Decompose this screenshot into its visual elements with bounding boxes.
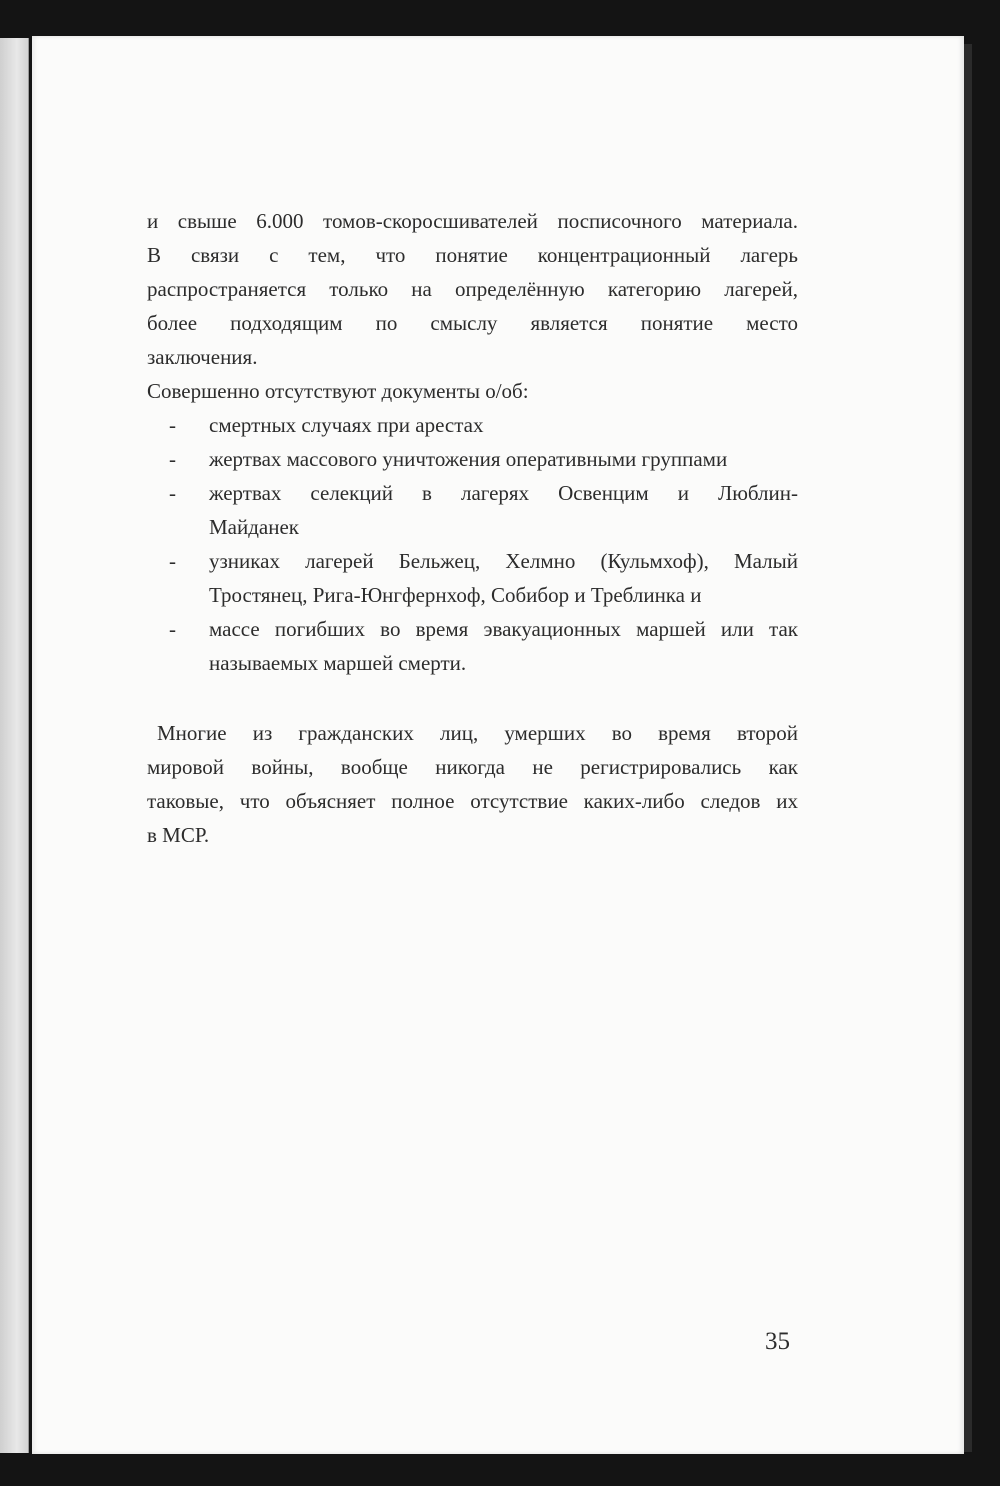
list-item-line: Майданек: [209, 515, 299, 539]
list-item-line: жертвах селекций в лагерях Освенцим и Люблин-: [209, 481, 798, 505]
paragraph-line: и свыше 6.000 томов-скоросшивателей посписочного материала.: [147, 209, 798, 233]
list-item: [147, 408, 798, 442]
list-item-line: массе погибших во время эвакуационных маршей или так: [209, 617, 798, 641]
dash-marker: -: [169, 481, 176, 505]
list-item-line: смертных случаях при арестах: [209, 413, 484, 437]
previous-page-edge: [0, 38, 29, 1453]
list-item-line: жертвах массового уничтожения оперативными группами: [209, 447, 728, 471]
paragraph-line: более подходящим по смыслу является понятие место: [147, 311, 798, 335]
list-item-line: узниках лагерей Бельжец, Хелмно (Кульмхоф), Малый: [209, 549, 798, 573]
paragraph-line: В связи с тем, что понятие концентрационный лагерь: [147, 243, 798, 267]
paragraph-line: таковые, что объясняет полное отсутствие каких-либо следов их: [147, 789, 798, 813]
paragraph-line: распространяется только на определённую категорию лагерей,: [147, 277, 798, 301]
dash-marker: -: [169, 447, 176, 471]
document-page: [32, 36, 964, 1454]
paragraph-1: [147, 204, 798, 374]
paragraph-line: заключения.: [147, 345, 258, 369]
list-intro: Совершенно отсутствуют документы о/об:: [147, 379, 529, 403]
paragraph-2: [147, 716, 798, 852]
list-item: [147, 476, 798, 544]
list-item-line: называемых маршей смерти.: [209, 651, 467, 675]
paragraph-gap: [147, 680, 798, 716]
bullet-list: [147, 408, 798, 680]
list-item-line: Тростянец, Рига-Юнгфернхоф, Собибор и Треблинка и: [209, 583, 702, 607]
paragraph-line: в МСР.: [147, 823, 210, 847]
dash-marker: -: [169, 413, 176, 437]
list-item: [147, 612, 798, 680]
dash-marker: -: [169, 549, 176, 573]
list-item: [147, 442, 798, 476]
dash-marker: -: [169, 617, 176, 641]
paragraph-line: мировой войны, вообще никогда не регистрировались как: [147, 755, 798, 779]
page-number: 35: [765, 1328, 790, 1355]
list-item: [147, 544, 798, 612]
page-text: [147, 204, 798, 852]
paragraph-line: Многие из гражданских лиц, умерших во время второй: [157, 721, 798, 745]
